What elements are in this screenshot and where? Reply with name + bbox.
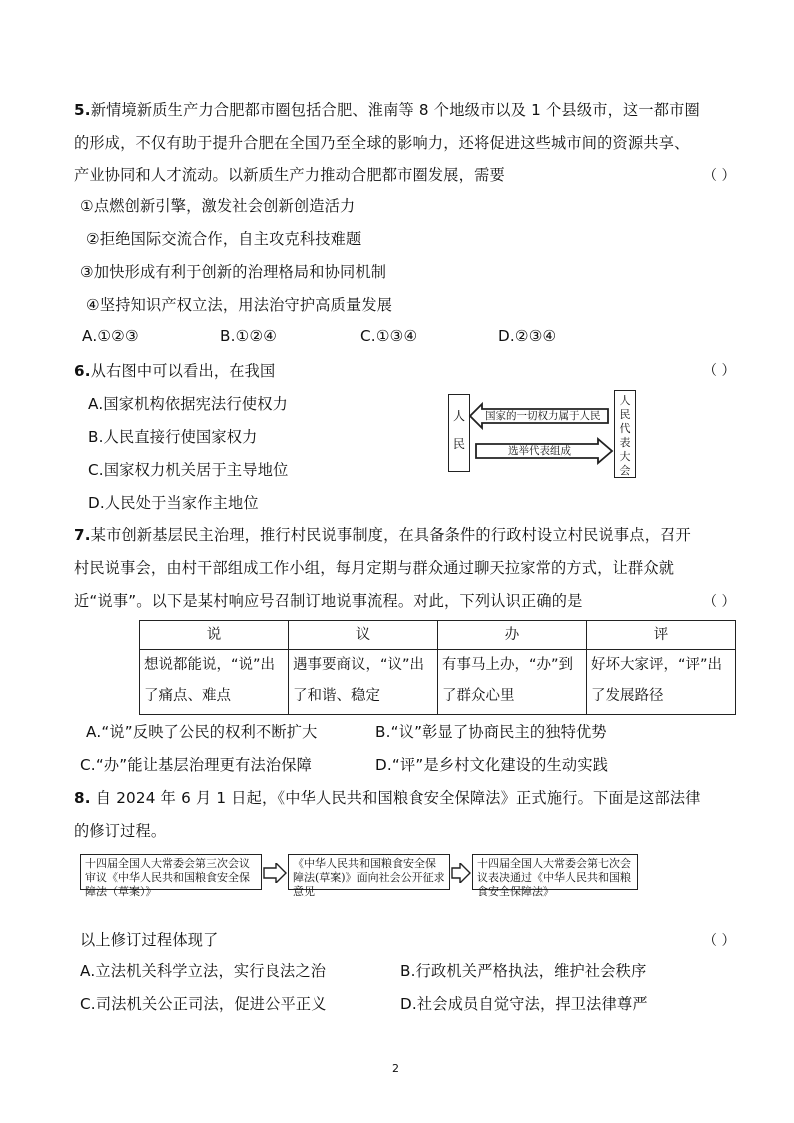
q8-number: 8. xyxy=(74,789,91,807)
q5-answer-paren: （ ） xyxy=(703,168,736,184)
flow-step-2: 《中华人民共和国粮食安全保障法(草案)》面向社会公开征求意见 xyxy=(288,854,450,890)
q5-option-a[interactable]: A.①②③ xyxy=(82,327,139,345)
table-header: 办 xyxy=(438,621,587,650)
q6-number: 6. xyxy=(74,362,91,380)
page-number: 2 xyxy=(392,1062,399,1075)
table-cell: 有事马上办，“办”到了群众心里 xyxy=(438,650,587,715)
q7-answer-paren: （ ） xyxy=(703,594,736,610)
q5-option-c[interactable]: C.①③④ xyxy=(360,327,418,345)
q6-answer-paren: （ ） xyxy=(703,363,736,379)
q8-option-b[interactable]: B.行政机关严格执法，维护社会秩序 xyxy=(400,962,647,980)
q6-option-a[interactable]: A.国家机构依据宪法行使权力 xyxy=(88,395,288,413)
q6-stem: 6.从右图中可以看出，在我国 xyxy=(74,362,276,380)
q8-answer-paren: （ ） xyxy=(703,933,736,949)
q5-option-b[interactable]: B.①②④ xyxy=(220,327,278,345)
q7-process-table xyxy=(139,620,736,715)
q8-option-c[interactable]: C.司法机关公正司法，促进公平正义 xyxy=(80,995,327,1013)
flow-arrow-1 xyxy=(263,863,287,883)
flow-step-1: 十四届全国人大常委会第三次会议审议《中华人民共和国粮食安全保障法（草案）》 xyxy=(80,854,262,890)
q5-item-1: ①点燃创新引擎，激发社会创新创造活力 xyxy=(80,197,356,215)
diagram-arrow-top-label: 国家的一切权力属于人民 xyxy=(485,410,601,422)
table-header: 评 xyxy=(587,621,736,650)
q5-option-d[interactable]: D.②③④ xyxy=(498,327,557,345)
q5-line-3: 产业协同和人才流动。以新质生产力推动合肥都市圈发展，需要 xyxy=(74,166,505,184)
q8-option-a[interactable]: A.立法机关科学立法，实行良法之治 xyxy=(80,962,327,980)
q7-line-3: 近“说事”。以下是某村响应号召制订地说事流程。对此，下列认识正确的是 xyxy=(74,592,583,610)
q7-option-c[interactable]: C.“办”能让基层治理更有法治保障 xyxy=(80,756,313,774)
diagram-arrow-bottom-label: 选举代表组成 xyxy=(508,445,571,457)
q7-number: 7. xyxy=(74,526,91,544)
q8-line-2: 的修订过程。 xyxy=(74,822,167,840)
q7-line-1: 7.某市创新基层民主治理，推行村民说事制度，在具备条件的行政村设立村民说事点，召开 xyxy=(74,526,691,544)
table-header: 议 xyxy=(289,621,438,650)
q5-item-3: ③加快形成有利于创新的治理格局和协同机制 xyxy=(80,263,387,281)
flow-step-3: 十四届全国人大常委会第七次会议表决通过《中华人民共和国粮食安全保障法》 xyxy=(472,854,638,890)
q5-number: 5. xyxy=(74,101,91,119)
q8-line-1: 8. 自 2024 年 6 月 1 日起，《中华人民共和国粮食安全保障法》正式施行。下面是这部法律 xyxy=(74,789,701,807)
q7-option-a[interactable]: A.“说”反映了公民的权利不断扩大 xyxy=(86,723,318,741)
table-header: 说 xyxy=(140,621,289,650)
q6-diagram xyxy=(448,390,636,480)
q6-option-c[interactable]: C.国家权力机关居于主导地位 xyxy=(88,461,289,479)
flow-arrow-2 xyxy=(451,863,471,883)
q7-option-d[interactable]: D.“评”是乡村文化建设的生动实践 xyxy=(375,756,609,774)
diagram-npc-box: 人民代表大会 xyxy=(614,390,636,478)
diagram-people-box: 人 民 xyxy=(448,394,470,472)
q5-item-2: ②拒绝国际交流合作，自主攻克科技难题 xyxy=(86,230,362,248)
q6-option-d[interactable]: D.人民处于当家作主地位 xyxy=(88,494,259,512)
diagram-arrows xyxy=(448,390,636,480)
q6-option-b[interactable]: B.人民直接行使国家权力 xyxy=(88,428,258,446)
q7-option-b[interactable]: B.“议”彰显了协商民主的独特优势 xyxy=(375,723,607,741)
q7-line-2: 村民说事会，由村干部组成工作小组，每月定期与群众通过聊天拉家常的方式，让群众就 xyxy=(74,559,675,577)
q5-line-1: 5.新情境新质生产力合肥都市圈包括合肥、淮南等 8 个地级市以及 1 个县级市，这一都市圈 xyxy=(74,101,700,119)
q5-line-2: 的形成，不仅有助于提升合肥在全国乃至全球的影响力，还将促进这些城市间的资源共享、 xyxy=(74,134,690,152)
q8-option-d[interactable]: D.社会成员自觉守法，捍卫法律尊严 xyxy=(400,995,648,1013)
q5-item-4: ④坚持知识产权立法，用法治守护高质量发展 xyxy=(86,296,393,314)
table-cell: 遇事要商议，“议”出了和谐、稳定 xyxy=(289,650,438,715)
q8-stem: 以上修订过程体现了 xyxy=(80,931,219,949)
table-cell: 好坏大家评，“评”出了发展路径 xyxy=(587,650,736,715)
table-cell: 想说都能说，“说”出了痛点、难点 xyxy=(140,650,289,715)
